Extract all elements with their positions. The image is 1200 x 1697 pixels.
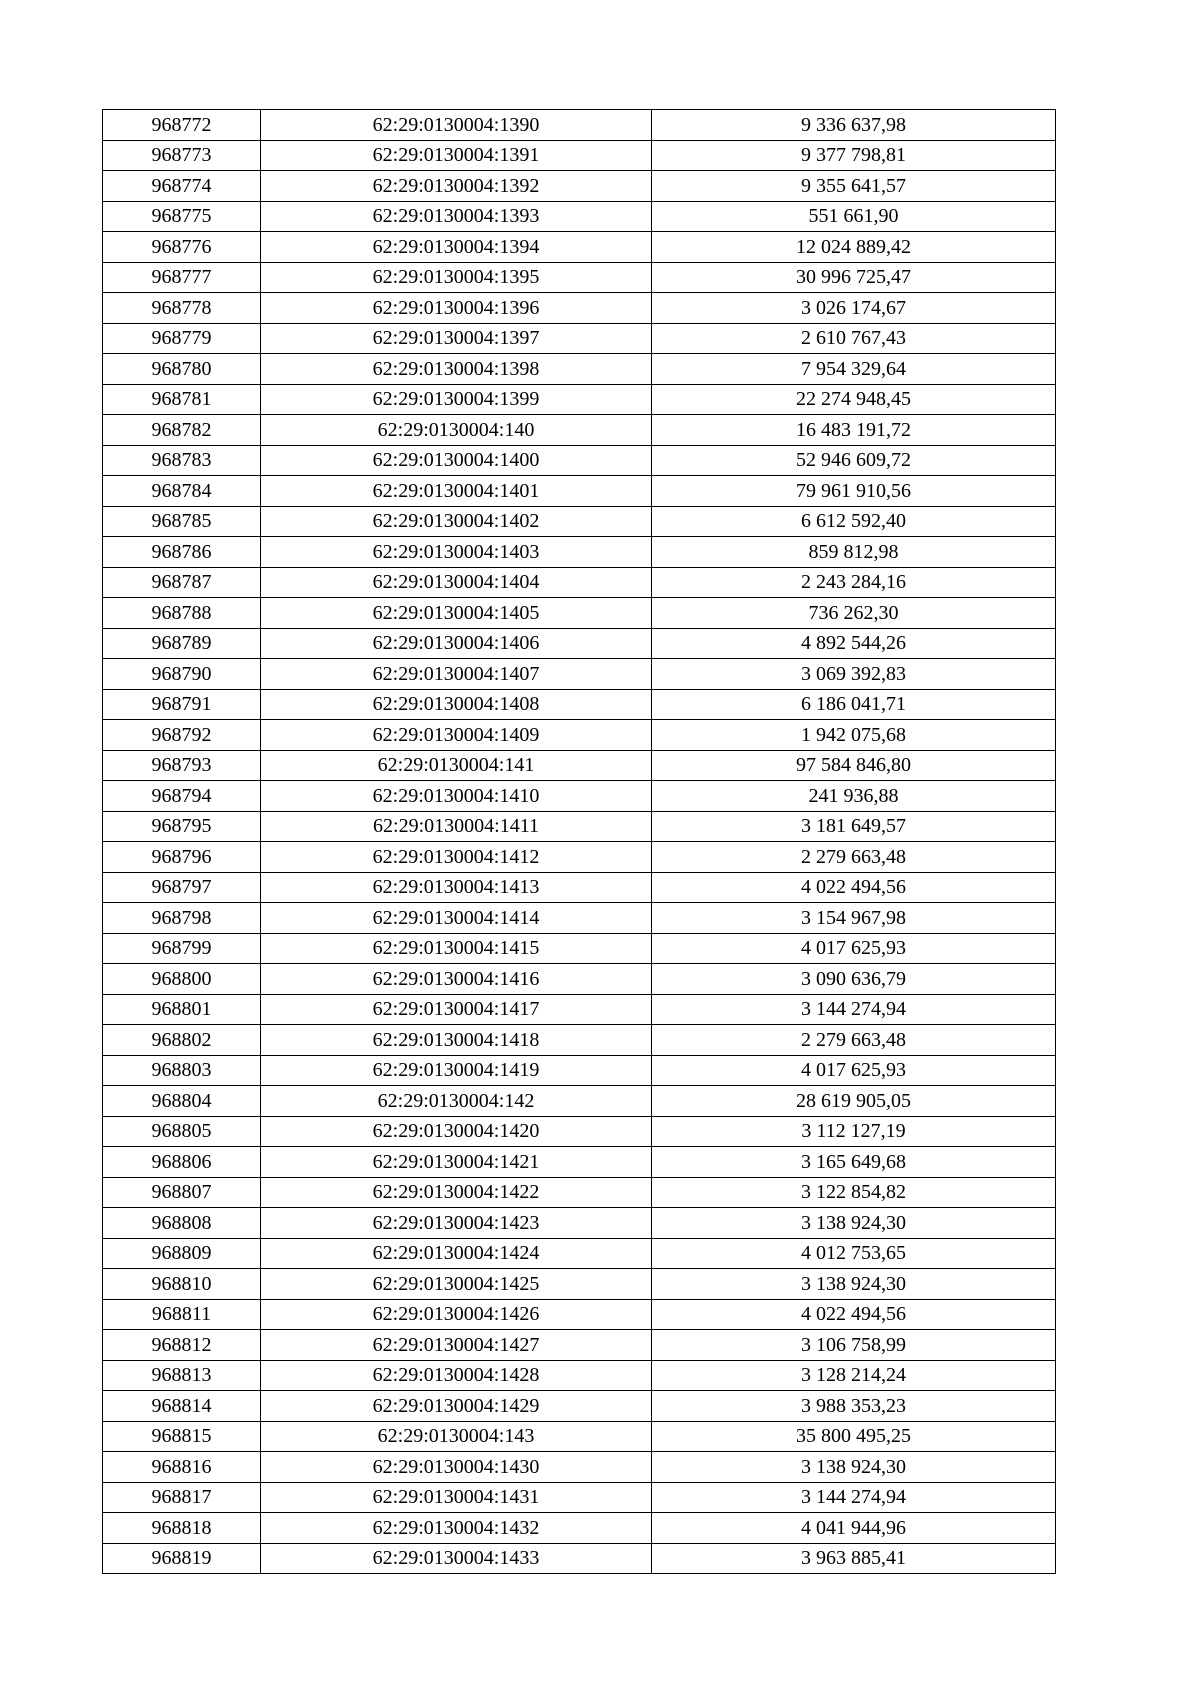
row-number-cell: 968803 xyxy=(103,1055,261,1086)
cadastral-value-cell: 9 377 798,81 xyxy=(652,140,1056,171)
table-row xyxy=(103,1177,1056,1208)
table-row xyxy=(103,1421,1056,1452)
row-number-cell: 968782 xyxy=(103,415,261,446)
cadastral-number-cell: 62:29:0130004:1432 xyxy=(261,1513,652,1544)
cadastral-number-cell: 62:29:0130004:1398 xyxy=(261,354,652,385)
cadastral-value-cell: 35 800 495,25 xyxy=(652,1421,1056,1452)
row-number-cell: 968779 xyxy=(103,323,261,354)
table-row xyxy=(103,750,1056,781)
row-number-cell: 968781 xyxy=(103,384,261,415)
row-number-cell: 968788 xyxy=(103,598,261,629)
table-row xyxy=(103,1543,1056,1574)
cadastral-value-cell: 9 355 641,57 xyxy=(652,171,1056,202)
cadastral-number-cell: 62:29:0130004:1429 xyxy=(261,1391,652,1422)
table-row xyxy=(103,781,1056,812)
table-row xyxy=(103,140,1056,171)
cadastral-value-cell: 30 996 725,47 xyxy=(652,262,1056,293)
cadastral-number-cell: 62:29:0130004:1419 xyxy=(261,1055,652,1086)
cadastral-value-cell: 4 022 494,56 xyxy=(652,872,1056,903)
cadastral-number-cell: 62:29:0130004:1408 xyxy=(261,689,652,720)
row-number-cell: 968808 xyxy=(103,1208,261,1239)
cadastral-value-cell: 4 022 494,56 xyxy=(652,1299,1056,1330)
cadastral-number-cell: 62:29:0130004:1394 xyxy=(261,232,652,263)
cadastral-value-cell: 3 138 924,30 xyxy=(652,1208,1056,1239)
row-number-cell: 968783 xyxy=(103,445,261,476)
cadastral-value-cell: 3 138 924,30 xyxy=(652,1452,1056,1483)
cadastral-number-cell: 62:29:0130004:1393 xyxy=(261,201,652,232)
cadastral-value-cell: 859 812,98 xyxy=(652,537,1056,568)
cadastral-number-cell: 62:29:0130004:1422 xyxy=(261,1177,652,1208)
cadastral-number-cell: 62:29:0130004:1418 xyxy=(261,1025,652,1056)
cadastral-number-cell: 62:29:0130004:1395 xyxy=(261,262,652,293)
cadastral-number-cell: 62:29:0130004:1420 xyxy=(261,1116,652,1147)
cadastral-value-cell: 3 988 353,23 xyxy=(652,1391,1056,1422)
cadastral-number-cell: 62:29:0130004:1401 xyxy=(261,476,652,507)
row-number-cell: 968792 xyxy=(103,720,261,751)
cadastral-value-cell: 52 946 609,72 xyxy=(652,445,1056,476)
cadastral-value-cell: 3 069 392,83 xyxy=(652,659,1056,690)
cadastral-number-cell: 62:29:0130004:1403 xyxy=(261,537,652,568)
cadastral-number-cell: 62:29:0130004:1428 xyxy=(261,1360,652,1391)
cadastral-value-cell: 3 128 214,24 xyxy=(652,1360,1056,1391)
cadastral-value-cell: 1 942 075,68 xyxy=(652,720,1056,751)
table-row xyxy=(103,1208,1056,1239)
table-row xyxy=(103,232,1056,263)
cadastral-value-cell: 97 584 846,80 xyxy=(652,750,1056,781)
cadastral-number-cell: 62:29:0130004:1413 xyxy=(261,872,652,903)
table-row xyxy=(103,1513,1056,1544)
cadastral-number-cell: 62:29:0130004:1426 xyxy=(261,1299,652,1330)
row-number-cell: 968797 xyxy=(103,872,261,903)
table-row xyxy=(103,689,1056,720)
row-number-cell: 968818 xyxy=(103,1513,261,1544)
cadastral-number-cell: 62:29:0130004:1404 xyxy=(261,567,652,598)
row-number-cell: 968807 xyxy=(103,1177,261,1208)
cadastral-number-cell: 62:29:0130004:143 xyxy=(261,1421,652,1452)
table-row xyxy=(103,354,1056,385)
row-number-cell: 968804 xyxy=(103,1086,261,1117)
table-row xyxy=(103,811,1056,842)
cadastral-value-cell: 2 610 767,43 xyxy=(652,323,1056,354)
cadastral-number-cell: 62:29:0130004:1399 xyxy=(261,384,652,415)
row-number-cell: 968819 xyxy=(103,1543,261,1574)
row-number-cell: 968801 xyxy=(103,994,261,1025)
cadastral-number-cell: 62:29:0130004:1411 xyxy=(261,811,652,842)
cadastral-number-cell: 62:29:0130004:1397 xyxy=(261,323,652,354)
cadastral-value-cell: 4 012 753,65 xyxy=(652,1238,1056,1269)
cadastral-value-cell: 3 144 274,94 xyxy=(652,994,1056,1025)
cadastral-value-cell: 28 619 905,05 xyxy=(652,1086,1056,1117)
table-row xyxy=(103,659,1056,690)
row-number-cell: 968772 xyxy=(103,110,261,141)
cadastral-number-cell: 62:29:0130004:1430 xyxy=(261,1452,652,1483)
row-number-cell: 968800 xyxy=(103,964,261,995)
row-number-cell: 968812 xyxy=(103,1330,261,1361)
row-number-cell: 968791 xyxy=(103,689,261,720)
table-row xyxy=(103,1452,1056,1483)
row-number-cell: 968793 xyxy=(103,750,261,781)
cadastral-value-cell: 3 122 854,82 xyxy=(652,1177,1056,1208)
table-row xyxy=(103,1147,1056,1178)
cadastral-value-cell: 12 024 889,42 xyxy=(652,232,1056,263)
table-row xyxy=(103,445,1056,476)
cadastral-number-cell: 62:29:0130004:1421 xyxy=(261,1147,652,1178)
table-row xyxy=(103,201,1056,232)
cadastral-value-cell: 79 961 910,56 xyxy=(652,476,1056,507)
table-row xyxy=(103,171,1056,202)
table-row xyxy=(103,476,1056,507)
cadastral-value-cell: 2 279 663,48 xyxy=(652,1025,1056,1056)
row-number-cell: 968794 xyxy=(103,781,261,812)
cadastral-number-cell: 62:29:0130004:141 xyxy=(261,750,652,781)
row-number-cell: 968778 xyxy=(103,293,261,324)
cadastral-number-cell: 62:29:0130004:1409 xyxy=(261,720,652,751)
cadastral-value-cell: 6 612 592,40 xyxy=(652,506,1056,537)
table-row xyxy=(103,415,1056,446)
cadastral-value-cell: 16 483 191,72 xyxy=(652,415,1056,446)
cadastral-number-cell: 62:29:0130004:1424 xyxy=(261,1238,652,1269)
cadastral-number-cell: 62:29:0130004:1415 xyxy=(261,933,652,964)
cadastral-number-cell: 62:29:0130004:1423 xyxy=(261,1208,652,1239)
row-number-cell: 968774 xyxy=(103,171,261,202)
cadastral-number-cell: 62:29:0130004:142 xyxy=(261,1086,652,1117)
table-row xyxy=(103,1269,1056,1300)
row-number-cell: 968789 xyxy=(103,628,261,659)
cadastral-number-cell: 62:29:0130004:1407 xyxy=(261,659,652,690)
row-number-cell: 968785 xyxy=(103,506,261,537)
table-row xyxy=(103,1116,1056,1147)
cadastral-number-cell: 62:29:0130004:1396 xyxy=(261,293,652,324)
row-number-cell: 968816 xyxy=(103,1452,261,1483)
cadastral-value-cell: 22 274 948,45 xyxy=(652,384,1056,415)
table-row xyxy=(103,384,1056,415)
cadastral-number-cell: 62:29:0130004:1405 xyxy=(261,598,652,629)
table-row xyxy=(103,1330,1056,1361)
cadastral-number-cell: 62:29:0130004:1416 xyxy=(261,964,652,995)
cadastral-value-cell: 9 336 637,98 xyxy=(652,110,1056,141)
row-number-cell: 968802 xyxy=(103,1025,261,1056)
cadastral-value-cell: 3 106 758,99 xyxy=(652,1330,1056,1361)
table-row xyxy=(103,262,1056,293)
cadastral-value-cell: 4 892 544,26 xyxy=(652,628,1056,659)
cadastral-number-cell: 62:29:0130004:1425 xyxy=(261,1269,652,1300)
table-row xyxy=(103,110,1056,141)
table-row xyxy=(103,1025,1056,1056)
cadastral-number-cell: 62:29:0130004:1391 xyxy=(261,140,652,171)
table-row xyxy=(103,872,1056,903)
cadastral-number-cell: 62:29:0130004:1412 xyxy=(261,842,652,873)
table-row xyxy=(103,323,1056,354)
row-number-cell: 968810 xyxy=(103,1269,261,1300)
cadastral-number-cell: 62:29:0130004:1390 xyxy=(261,110,652,141)
row-number-cell: 968811 xyxy=(103,1299,261,1330)
row-number-cell: 968787 xyxy=(103,567,261,598)
table-row xyxy=(103,506,1056,537)
cadastral-value-cell: 551 661,90 xyxy=(652,201,1056,232)
cadastral-number-cell: 62:29:0130004:1433 xyxy=(261,1543,652,1574)
table-row xyxy=(103,1055,1056,1086)
table-row xyxy=(103,994,1056,1025)
table-row xyxy=(103,1482,1056,1513)
cadastral-value-cell: 4 017 625,93 xyxy=(652,933,1056,964)
cadastral-value-cell: 4 041 944,96 xyxy=(652,1513,1056,1544)
table-body xyxy=(103,110,1056,1574)
table-row xyxy=(103,720,1056,751)
table-row xyxy=(103,933,1056,964)
cadastral-value-cell: 3 963 885,41 xyxy=(652,1543,1056,1574)
table-row xyxy=(103,1360,1056,1391)
table-row xyxy=(103,903,1056,934)
cadastral-number-cell: 62:29:0130004:1427 xyxy=(261,1330,652,1361)
row-number-cell: 968786 xyxy=(103,537,261,568)
row-number-cell: 968777 xyxy=(103,262,261,293)
cadastral-value-cell: 3 154 967,98 xyxy=(652,903,1056,934)
row-number-cell: 968798 xyxy=(103,903,261,934)
row-number-cell: 968784 xyxy=(103,476,261,507)
row-number-cell: 968780 xyxy=(103,354,261,385)
cadastral-value-cell: 2 243 284,16 xyxy=(652,567,1056,598)
cadastral-number-cell: 62:29:0130004:1414 xyxy=(261,903,652,934)
table-row xyxy=(103,537,1056,568)
row-number-cell: 968805 xyxy=(103,1116,261,1147)
row-number-cell: 968775 xyxy=(103,201,261,232)
row-number-cell: 968809 xyxy=(103,1238,261,1269)
row-number-cell: 968795 xyxy=(103,811,261,842)
cadastral-value-cell: 3 026 174,67 xyxy=(652,293,1056,324)
table-row xyxy=(103,1086,1056,1117)
cadastral-number-cell: 62:29:0130004:1402 xyxy=(261,506,652,537)
table-row xyxy=(103,598,1056,629)
cadastral-number-cell: 62:29:0130004:140 xyxy=(261,415,652,446)
row-number-cell: 968806 xyxy=(103,1147,261,1178)
row-number-cell: 968813 xyxy=(103,1360,261,1391)
cadastral-value-cell: 3 165 649,68 xyxy=(652,1147,1056,1178)
table-row xyxy=(103,964,1056,995)
cadastral-value-cell: 2 279 663,48 xyxy=(652,842,1056,873)
table-row xyxy=(103,567,1056,598)
row-number-cell: 968773 xyxy=(103,140,261,171)
cadastral-number-cell: 62:29:0130004:1406 xyxy=(261,628,652,659)
table-row xyxy=(103,293,1056,324)
cadastral-value-cell: 7 954 329,64 xyxy=(652,354,1056,385)
cadastral-value-cell: 3 181 649,57 xyxy=(652,811,1056,842)
table-row xyxy=(103,1391,1056,1422)
row-number-cell: 968776 xyxy=(103,232,261,263)
table-row xyxy=(103,628,1056,659)
cadastral-value-cell: 3 144 274,94 xyxy=(652,1482,1056,1513)
cadastral-value-cell: 241 936,88 xyxy=(652,781,1056,812)
cadastral-number-cell: 62:29:0130004:1431 xyxy=(261,1482,652,1513)
row-number-cell: 968796 xyxy=(103,842,261,873)
table-row xyxy=(103,842,1056,873)
row-number-cell: 968814 xyxy=(103,1391,261,1422)
cadastral-number-cell: 62:29:0130004:1400 xyxy=(261,445,652,476)
cadastral-value-table xyxy=(102,109,1056,1574)
table-row xyxy=(103,1238,1056,1269)
row-number-cell: 968799 xyxy=(103,933,261,964)
cadastral-value-cell: 4 017 625,93 xyxy=(652,1055,1056,1086)
cadastral-number-cell: 62:29:0130004:1392 xyxy=(261,171,652,202)
table-row xyxy=(103,1299,1056,1330)
cadastral-number-cell: 62:29:0130004:1417 xyxy=(261,994,652,1025)
cadastral-value-cell: 6 186 041,71 xyxy=(652,689,1056,720)
cadastral-number-cell: 62:29:0130004:1410 xyxy=(261,781,652,812)
cadastral-value-cell: 736 262,30 xyxy=(652,598,1056,629)
row-number-cell: 968815 xyxy=(103,1421,261,1452)
cadastral-value-cell: 3 112 127,19 xyxy=(652,1116,1056,1147)
cadastral-value-cell: 3 090 636,79 xyxy=(652,964,1056,995)
row-number-cell: 968817 xyxy=(103,1482,261,1513)
cadastral-value-cell: 3 138 924,30 xyxy=(652,1269,1056,1300)
row-number-cell: 968790 xyxy=(103,659,261,690)
